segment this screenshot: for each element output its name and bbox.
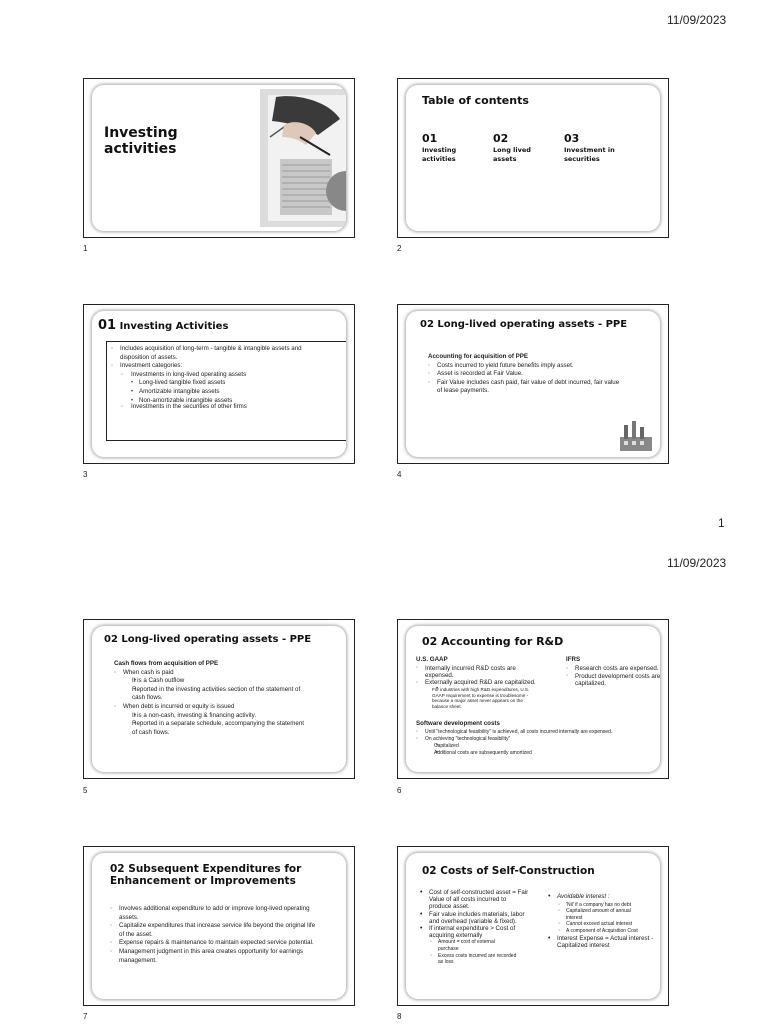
table-of-contents-heading: Table of contents bbox=[422, 94, 529, 107]
slide-2 bbox=[397, 78, 669, 238]
slide-title: 02 Costs of Self-Construction bbox=[422, 865, 595, 877]
slide-card bbox=[92, 85, 346, 231]
slide-title: 02 Long-lived operating assets - PPE bbox=[420, 319, 628, 330]
toc-item: 03 Investment in securities bbox=[564, 132, 615, 163]
content-box: ◦ Includes acquisition of long-term - tangible & intangible assets and disposition of assets. ◦ Investment categories: ◦ Investments in long-lived operating assets • Long-lived tangible fixed assets • Amortizable intangible assets • Non-amortizable intangible assets ◦ Investments in the securities of other firms bbox=[106, 341, 346, 441]
slide-8 bbox=[397, 846, 669, 1006]
slide-number: 5 bbox=[83, 786, 88, 795]
factory-icon bbox=[616, 419, 656, 453]
slide-4 bbox=[397, 304, 669, 464]
slide-7 bbox=[83, 846, 355, 1006]
slide-title: Investing activities bbox=[104, 125, 178, 158]
page-number: 1 bbox=[718, 516, 725, 530]
slide-card: 02 Long-lived operating assets - PPE Cash flows from acquisition of PPE ◦ When cash is paid • It is a Cash outflow • Reported in the investing activities section of the statement of cash flows. ◦ When debt is incurred or equity is issued • It is a non-cash, investing & financing activity. • Reported in a separate schedule, accompanying the statement of cash flows. bbox=[92, 626, 346, 772]
slide-title: 02 Subsequent Expenditures for Enhancement or Improvements bbox=[110, 863, 302, 888]
toc-item: 02 Long lived assets bbox=[493, 132, 531, 163]
slide-title: 01 Investing Activities bbox=[98, 318, 229, 333]
slide-card: 02 Long-lived operating assets - PPE Accounting for acquisition of PPE ◦ Costs incurred to yield future benefits imply asset. ◦ Asset is recorded at Fair Value. ◦ Fair Value includes cash paid, fair value of debt incurred, fair value of lease payments. bbox=[406, 311, 660, 457]
slide-1 bbox=[83, 78, 355, 238]
slide-title: 02 Accounting for R&D bbox=[422, 635, 564, 648]
slide-number: 6 bbox=[397, 786, 402, 795]
slide-6 bbox=[397, 619, 669, 779]
slide-number: 4 bbox=[397, 470, 402, 479]
slide-card bbox=[92, 311, 346, 457]
slide-5 bbox=[83, 619, 355, 779]
slide-card: 02 Subsequent Expenditures for Enhancement or Improvements ◦ Involves additional expenditure to add or improve long-lived operating assets. ◦ Capitalize expenditures that increase service life beyond the original life of the asset. ◦ Expense repairs & maintenance to maintain expected service potential. ◦ Management judgment in this area creates opportunity for earnings management. bbox=[92, 853, 346, 999]
slide-card bbox=[406, 85, 660, 231]
slide-number: 8 bbox=[397, 1012, 402, 1021]
business-photo bbox=[260, 89, 346, 227]
slide-card: 02 Costs of Self-Construction • Cost of self-constructed asset = Fair Value of all costs incurred to produce asset. • Fair value includes materials, labor and overhead (variable & fixed). • If internal expenditure > Cost of acquiring externally ◦ Amount = cost of external purchase ◦ Excess costs incurred are recorded as loss • Avoidable interest : ◦ 'Nil' if a company has no debt ◦ Capitalized amount of annual interest ◦ Cannot exceed actual interest ◦ A component of Acquisition Cost • Interest Expense = Actual interest - Capitalized interest bbox=[406, 853, 660, 999]
toc-item: 01 Investing activities bbox=[422, 132, 457, 163]
slide-card: 02 Accounting for R&D U.S. GAAP ◦ Internally incurred R&D costs are expensed. ◦ Externally acquired R&D are capitalized. • For industries with high R&D expenditures, U.S. GAAP requirement to expense is troublesome - because a major asset never appears on the balance sheet. IFRS ◦ Research costs are expensed. ◦ Product development costs are capitalized. Software development costs ◦ Until "technological feasibility" is achieved, all costs incurred internally are expensed. ◦ On achieving "technological feasibility" • Capitalized • Additional costs are subsequently amortized bbox=[406, 626, 660, 772]
slide-3 bbox=[83, 304, 355, 464]
slide-number: 1 bbox=[83, 244, 88, 253]
slide-number: 2 bbox=[397, 244, 402, 253]
page-date: 11/09/2023 bbox=[667, 556, 727, 570]
slide-number: 7 bbox=[83, 1012, 88, 1021]
page-date: 11/09/2023 bbox=[667, 13, 727, 27]
slide-number: 3 bbox=[83, 470, 88, 479]
slide-title: 02 Long-lived operating assets - PPE bbox=[104, 634, 312, 645]
